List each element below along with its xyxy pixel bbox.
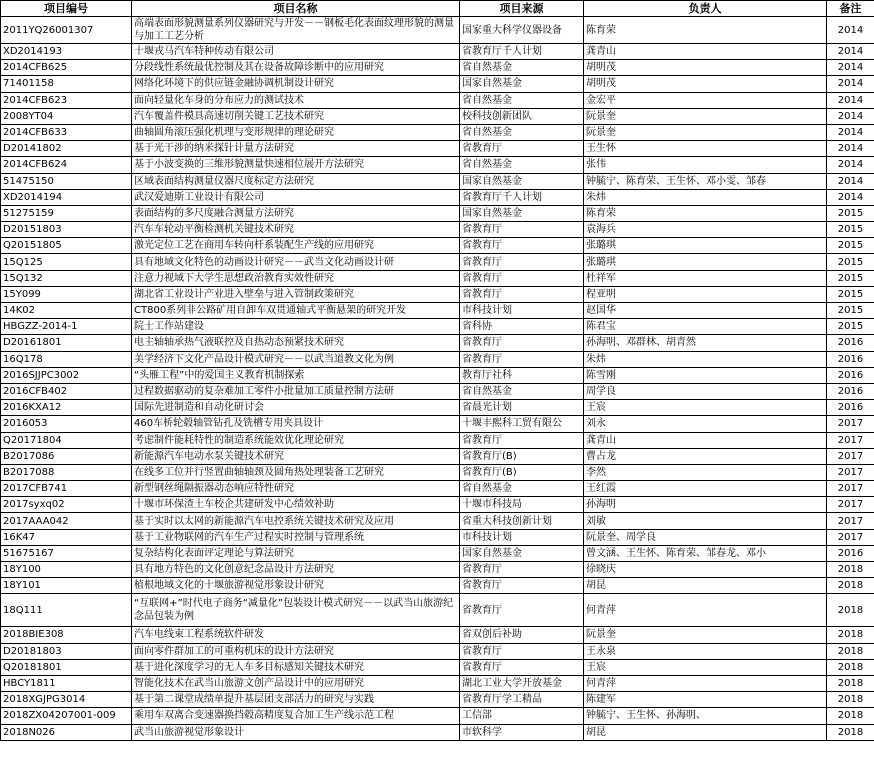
cell-project-name[interactable]: “头雁工程”中的爱国主义教育机制探索 <box>132 367 460 383</box>
table-row <box>1 643 874 659</box>
cell-project-name[interactable]: 460车桥轮毂轴管钻孔及铣槽专用夹具设计 <box>132 416 460 432</box>
table-row <box>1 108 874 124</box>
cell-remark[interactable]: 2014 <box>827 108 874 124</box>
cell-project-name[interactable]: 面向轻量化车身的分布应力的测试技术 <box>132 92 460 108</box>
cell-project-name[interactable]: 武汉爱迪斯工业设计有限公司 <box>132 189 460 205</box>
cell-leader[interactable]: 刘敏 <box>584 513 827 529</box>
table-row <box>1 432 874 448</box>
cell-project-id[interactable]: 2014CFB623 <box>1 92 132 108</box>
cell-project-source[interactable]: 省自然基金 <box>460 92 584 108</box>
cell-project-name[interactable]: 汽车车轮动平衡检测机关键技术研究 <box>132 222 460 238</box>
cell-project-source[interactable]: 国家自然基金 <box>460 205 584 221</box>
table-row <box>1 367 874 383</box>
cell-remark[interactable]: 2014 <box>827 157 874 173</box>
cell-remark[interactable]: 2018 <box>827 675 874 691</box>
cell-leader[interactable]: 龚青山 <box>584 432 827 448</box>
cell-project-source[interactable]: 省自然基金 <box>460 60 584 76</box>
cell-project-name[interactable]: 乘用车双离合变速器换挡毂高精度复合加工生产线示范工程 <box>132 708 460 724</box>
cell-remark[interactable]: 2014 <box>827 141 874 157</box>
cell-project-source[interactable]: 省科协 <box>460 319 584 335</box>
cell-project-name[interactable]: 基于工业物联网的汽车生产过程实时控制与管理系统 <box>132 529 460 545</box>
table-row <box>1 578 874 594</box>
cell-project-id[interactable]: 16K47 <box>1 529 132 545</box>
cell-project-id[interactable]: 51675167 <box>1 545 132 561</box>
header-leader[interactable]: 负责人 <box>584 1 827 17</box>
cell-remark[interactable]: 2018 <box>827 594 874 627</box>
header-remark[interactable]: 备注 <box>827 1 874 17</box>
cell-project-source[interactable]: 湖北工业大学开放基金 <box>460 675 584 691</box>
cell-project-id[interactable]: XD2014193 <box>1 44 132 60</box>
cell-remark[interactable]: 2014 <box>827 124 874 140</box>
cell-leader[interactable]: 胡昆 <box>584 578 827 594</box>
cell-leader[interactable]: 王生怀 <box>584 141 827 157</box>
cell-project-id[interactable]: Q20181801 <box>1 659 132 675</box>
cell-leader[interactable]: 龚青山 <box>584 44 827 60</box>
cell-remark[interactable]: 2014 <box>827 76 874 92</box>
table-row <box>1 205 874 221</box>
cell-remark[interactable]: 2015 <box>827 222 874 238</box>
cell-project-name[interactable]: 表面结构的多尺度融合测量方法研究 <box>132 205 460 221</box>
table-row <box>1 545 874 561</box>
cell-project-source[interactable]: 省教育厅 <box>460 594 584 627</box>
cell-remark[interactable]: 2018 <box>827 627 874 643</box>
table-row <box>1 270 874 286</box>
cell-project-name[interactable]: 考虑制件能耗特性的制造系统能效优化理论研究 <box>132 432 460 448</box>
cell-project-source[interactable]: 省教育厅 <box>460 270 584 286</box>
cell-project-id[interactable]: 2017syxq02 <box>1 497 132 513</box>
cell-project-name[interactable]: 基于进化深度学习的无人车多目标感知关键技术研究 <box>132 659 460 675</box>
cell-remark[interactable]: 2016 <box>827 545 874 561</box>
cell-project-id[interactable]: Q20171804 <box>1 432 132 448</box>
cell-leader[interactable]: 钟毓宁、陈育荣、王生怀、邓小雯、邹春 <box>584 173 827 189</box>
cell-project-name[interactable]: 新能源汽车电动水泵关键技术研究 <box>132 448 460 464</box>
cell-project-id[interactable]: 18Q111 <box>1 594 132 627</box>
table-row <box>1 157 874 173</box>
cell-project-id[interactable]: B2017088 <box>1 464 132 480</box>
cell-remark[interactable]: 2014 <box>827 173 874 189</box>
cell-project-name[interactable]: 曲轴圆角滚压强化机理与变形规律的理论研究 <box>132 124 460 140</box>
cell-leader[interactable]: 张伟 <box>584 157 827 173</box>
table-row <box>1 692 874 708</box>
cell-project-id[interactable]: 2018XGJPG3014 <box>1 692 132 708</box>
cell-remark[interactable]: 2018 <box>827 659 874 675</box>
cell-project-id[interactable]: 2017AAA042 <box>1 513 132 529</box>
cell-project-source[interactable]: 省自然基金 <box>460 124 584 140</box>
cell-remark[interactable]: 2017 <box>827 497 874 513</box>
cell-project-id[interactable]: 2014CFB625 <box>1 60 132 76</box>
table-row <box>1 76 874 92</box>
cell-leader[interactable]: 孙海明 <box>584 497 827 513</box>
table-row <box>1 124 874 140</box>
table-row <box>1 238 874 254</box>
table-row <box>1 383 874 399</box>
cell-project-id[interactable]: 2008YT04 <box>1 108 132 124</box>
cell-project-source[interactable]: 省教育厅 <box>460 335 584 351</box>
cell-leader[interactable]: 阮景奎 <box>584 627 827 643</box>
table-row <box>1 659 874 675</box>
cell-project-name[interactable]: 网络化环境下的供应链金融协调机制设计研究 <box>132 76 460 92</box>
cell-remark[interactable]: 2018 <box>827 578 874 594</box>
cell-remark[interactable]: 2017 <box>827 481 874 497</box>
cell-project-source[interactable]: 省自然基金 <box>460 157 584 173</box>
table-row <box>1 464 874 480</box>
table-row <box>1 141 874 157</box>
cell-remark[interactable]: 2015 <box>827 303 874 319</box>
cell-remark[interactable]: 2016 <box>827 383 874 399</box>
table-row <box>1 17 874 44</box>
cell-leader[interactable]: 何青萍 <box>584 675 827 691</box>
cell-remark[interactable]: 2015 <box>827 286 874 302</box>
cell-leader[interactable]: 程亚明 <box>584 286 827 302</box>
cell-project-source[interactable]: 省教育厅(B) <box>460 448 584 464</box>
cell-project-source[interactable]: 省重大科技创新计划 <box>460 513 584 529</box>
table-row <box>1 708 874 724</box>
cell-remark[interactable]: 2018 <box>827 724 874 740</box>
cell-project-source[interactable]: 省教育厅 <box>460 286 584 302</box>
table-row <box>1 513 874 529</box>
table-row <box>1 319 874 335</box>
cell-remark[interactable]: 2014 <box>827 60 874 76</box>
cell-remark[interactable]: 2014 <box>827 92 874 108</box>
cell-leader[interactable]: 袁海兵 <box>584 222 827 238</box>
cell-project-name[interactable]: CT800系列非公路矿用自卸车双贯通轴式平衡悬架的研究开发 <box>132 303 460 319</box>
cell-leader[interactable]: 曾文涵、王生怀、陈育荣、邹春龙、邓小 <box>584 545 827 561</box>
cell-project-source[interactable]: 校科技创新团队 <box>460 108 584 124</box>
cell-project-source[interactable]: 省自然基金 <box>460 481 584 497</box>
table-row <box>1 173 874 189</box>
cell-project-id[interactable]: 2011YQ26001307 <box>1 17 132 44</box>
cell-leader[interactable]: 赵国华 <box>584 303 827 319</box>
cell-project-source[interactable]: 省教育厅千人计划 <box>460 44 584 60</box>
cell-project-source[interactable]: 省教育厅 <box>460 578 584 594</box>
cell-project-source[interactable]: 省教育厅 <box>460 141 584 157</box>
cell-leader[interactable]: 杜祥军 <box>584 270 827 286</box>
cell-leader[interactable]: 金宏平 <box>584 92 827 108</box>
cell-leader[interactable]: 胡昆 <box>584 724 827 740</box>
cell-project-id[interactable]: 2016KXA12 <box>1 400 132 416</box>
cell-leader[interactable]: 陈育荣 <box>584 17 827 44</box>
cell-project-id[interactable]: 2014CFB624 <box>1 157 132 173</box>
cell-project-source[interactable]: 市科技计划 <box>460 529 584 545</box>
table-row <box>1 675 874 691</box>
table-row <box>1 627 874 643</box>
cell-project-name[interactable]: 分段线性系统最优控制及其在设备故障诊断中的应用研究 <box>132 60 460 76</box>
header-project-name[interactable]: 项目名称 <box>132 1 460 17</box>
cell-remark[interactable]: 2018 <box>827 562 874 578</box>
cell-project-source[interactable]: 省教育厅 <box>460 222 584 238</box>
cell-project-name[interactable]: 国际先进制造和自动化研讨会 <box>132 400 460 416</box>
cell-leader[interactable]: 曹占龙 <box>584 448 827 464</box>
cell-project-source[interactable]: 省教育厅(B) <box>460 464 584 480</box>
cell-project-id[interactable]: 14K02 <box>1 303 132 319</box>
cell-remark[interactable]: 2017 <box>827 432 874 448</box>
table-row <box>1 222 874 238</box>
cell-project-id[interactable]: 2016SJJPC3002 <box>1 367 132 383</box>
cell-project-source[interactable]: 省教育厅 <box>460 643 584 659</box>
cell-project-id[interactable]: XD2014194 <box>1 189 132 205</box>
cell-remark[interactable]: 2018 <box>827 692 874 708</box>
cell-project-name[interactable]: 复杂结构化表面评定理论与算法研究 <box>132 545 460 561</box>
cell-project-source[interactable]: 国家自然基金 <box>460 76 584 92</box>
cell-remark[interactable]: 2014 <box>827 17 874 44</box>
cell-project-source[interactable]: 市科技计划 <box>460 303 584 319</box>
cell-project-name[interactable]: 植根地域文化的十堰旅游视觉形象设计研究 <box>132 578 460 594</box>
cell-leader[interactable]: 孙海明、邓群林、胡青然 <box>584 335 827 351</box>
cell-project-name[interactable]: 美学经济下文化产品设计模式研究－－以武当道教文化为例 <box>132 351 460 367</box>
cell-project-id[interactable]: 2018N026 <box>1 724 132 740</box>
cell-project-name[interactable]: 面向零件群加工的可重构机床的设计方法研究 <box>132 643 460 659</box>
cell-project-id[interactable]: Q20151805 <box>1 238 132 254</box>
cell-project-id[interactable]: 2018ZX04207001-009 <box>1 708 132 724</box>
cell-project-name[interactable]: 汽车覆盖件模具高速切削关键工艺技术研究 <box>132 108 460 124</box>
cell-project-id[interactable]: 2016053 <box>1 416 132 432</box>
cell-leader[interactable]: 王永泉 <box>584 643 827 659</box>
cell-project-id[interactable]: 51475150 <box>1 173 132 189</box>
cell-leader[interactable]: 阮景奎、周学良 <box>584 529 827 545</box>
cell-remark[interactable]: 2017 <box>827 416 874 432</box>
cell-project-id[interactable]: 2016CFB402 <box>1 383 132 399</box>
cell-project-source[interactable]: 省教育厅 <box>460 562 584 578</box>
cell-remark[interactable]: 2017 <box>827 464 874 480</box>
cell-project-id[interactable]: HBCY1811 <box>1 675 132 691</box>
table-row <box>1 254 874 270</box>
cell-project-id[interactable]: 71401158 <box>1 76 132 92</box>
cell-project-source[interactable]: 省教育厅学工精品 <box>460 692 584 708</box>
table-row <box>1 400 874 416</box>
table-row <box>1 189 874 205</box>
cell-leader[interactable]: 徐晓庆 <box>584 562 827 578</box>
table-row <box>1 92 874 108</box>
table-row <box>1 529 874 545</box>
cell-remark[interactable]: 2017 <box>827 513 874 529</box>
cell-leader[interactable]: 胡明茂 <box>584 60 827 76</box>
table-row <box>1 481 874 497</box>
cell-project-name[interactable]: 具有地域文化特色的动画设计研究－－武当文化动画设计研 <box>132 254 460 270</box>
cell-leader[interactable]: 王宸 <box>584 659 827 675</box>
cell-project-name[interactable]: 激光定位工艺在商用车转向杆系装配生产线的应用研究 <box>132 238 460 254</box>
cell-project-id[interactable]: 18Y100 <box>1 562 132 578</box>
table-row <box>1 60 874 76</box>
cell-leader[interactable]: 张璐琪 <box>584 238 827 254</box>
table-row <box>1 303 874 319</box>
cell-project-name[interactable]: 基于第二课堂成绩单提升基层团支部活力的研究与实践 <box>132 692 460 708</box>
table-row <box>1 351 874 367</box>
cell-leader[interactable]: 王红霞 <box>584 481 827 497</box>
cell-project-id[interactable]: D20141802 <box>1 141 132 157</box>
cell-remark[interactable]: 2014 <box>827 44 874 60</box>
cell-project-name[interactable]: 基于实时以太网的新能源汽车电控系统关键技术研究及应用 <box>132 513 460 529</box>
cell-leader[interactable]: 张璐琪 <box>584 254 827 270</box>
cell-project-name[interactable]: 区域表面结构测量仪器尺度标定方法研究 <box>132 173 460 189</box>
cell-project-id[interactable]: 2018BIE308 <box>1 627 132 643</box>
cell-remark[interactable]: 2015 <box>827 205 874 221</box>
cell-leader[interactable]: 陈建军 <box>584 692 827 708</box>
cell-project-id[interactable]: 16Q178 <box>1 351 132 367</box>
cell-leader[interactable]: 朱炜 <box>584 351 827 367</box>
cell-remark[interactable]: 2018 <box>827 643 874 659</box>
cell-remark[interactable]: 2015 <box>827 254 874 270</box>
cell-remark[interactable]: 2016 <box>827 351 874 367</box>
cell-project-id[interactable]: D20151803 <box>1 222 132 238</box>
cell-project-id[interactable]: 15Q125 <box>1 254 132 270</box>
cell-project-id[interactable]: 2017CFB741 <box>1 481 132 497</box>
cell-project-name[interactable]: 注意力视域下大学生思想政治教育实效性研究 <box>132 270 460 286</box>
cell-project-name[interactable]: 基于光干涉的纳米探针计量方法研究 <box>132 141 460 157</box>
cell-project-id[interactable]: 15Y099 <box>1 286 132 302</box>
cell-project-name[interactable]: “互联网+”时代电子商务“减量化”包装设计模式研究－－以武当山旅游纪念品包装为例 <box>132 594 460 627</box>
cell-remark[interactable]: 2016 <box>827 400 874 416</box>
cell-leader[interactable]: 阮景奎 <box>584 108 827 124</box>
table-row <box>1 335 874 351</box>
table-row <box>1 44 874 60</box>
cell-project-id[interactable]: HBGZZ-2014-1 <box>1 319 132 335</box>
cell-project-source[interactable]: 省教育厅 <box>460 432 584 448</box>
cell-project-name[interactable]: 基于小波变换的三维形貌测量快速相位展开方法研究 <box>132 157 460 173</box>
cell-project-source[interactable]: 省教育厅千人计划 <box>460 189 584 205</box>
cell-project-id[interactable]: D20181803 <box>1 643 132 659</box>
cell-leader[interactable]: 周学良 <box>584 383 827 399</box>
cell-leader[interactable]: 陈雪刚 <box>584 367 827 383</box>
cell-leader[interactable]: 胡明茂 <box>584 76 827 92</box>
cell-leader[interactable]: 陈君宝 <box>584 319 827 335</box>
cell-project-source[interactable]: 国家自然基金 <box>460 545 584 561</box>
cell-leader[interactable]: 何青萍 <box>584 594 827 627</box>
cell-project-source[interactable]: 教育厅社科 <box>460 367 584 383</box>
cell-project-id[interactable]: 18Y101 <box>1 578 132 594</box>
cell-project-name[interactable]: 汽车电线束工程系统软件研发 <box>132 627 460 643</box>
cell-project-name[interactable]: 十堰戎马汽车特种传动有限公司 <box>132 44 460 60</box>
cell-project-name[interactable]: 新型钢丝绳隔振器动态响应特性研究 <box>132 481 460 497</box>
cell-project-source[interactable]: 省教育厅 <box>460 659 584 675</box>
cell-project-id[interactable]: B2017086 <box>1 448 132 464</box>
cell-project-source[interactable]: 十堰丰熙科工贸有限公 <box>460 416 584 432</box>
table-row <box>1 562 874 578</box>
cell-remark[interactable]: 2015 <box>827 270 874 286</box>
cell-leader[interactable]: 朱炜 <box>584 189 827 205</box>
cell-leader[interactable]: 陈育荣 <box>584 205 827 221</box>
cell-leader[interactable]: 刘永 <box>584 416 827 432</box>
cell-remark[interactable]: 2014 <box>827 189 874 205</box>
cell-project-name[interactable]: 过程数据驱动的复杂难加工零件小批量加工质量控制方法研 <box>132 383 460 399</box>
cell-remark[interactable]: 2018 <box>827 708 874 724</box>
cell-project-id[interactable]: 51275159 <box>1 205 132 221</box>
cell-project-name[interactable]: 电主轴轴承热气液联控及自热动态预紧技术研究 <box>132 335 460 351</box>
cell-project-id[interactable]: 2014CFB633 <box>1 124 132 140</box>
cell-project-name[interactable]: 具有地方特色的文化创意纪念品设计方法研究 <box>132 562 460 578</box>
cell-project-source[interactable]: 市软科学 <box>460 724 584 740</box>
header-project-id[interactable]: 项目编号 <box>1 1 132 17</box>
cell-leader[interactable]: 钟毓宁、王生怀、孙海明、 <box>584 708 827 724</box>
cell-project-source[interactable]: 省教育厅 <box>460 238 584 254</box>
cell-project-name[interactable]: 在线多工位并行竖置曲轴轴颈及圆角热处理装备工艺研究 <box>132 464 460 480</box>
cell-project-source[interactable]: 省教育厅 <box>460 351 584 367</box>
cell-remark[interactable]: 2017 <box>827 448 874 464</box>
table-body <box>1 17 874 741</box>
cell-remark[interactable]: 2015 <box>827 319 874 335</box>
cell-project-name[interactable]: 院士工作站建设 <box>132 319 460 335</box>
cell-project-source[interactable]: 省双创后补助 <box>460 627 584 643</box>
cell-project-name[interactable]: 十堰市环保渣土车校企共建研发中心绩效补助 <box>132 497 460 513</box>
table-row <box>1 448 874 464</box>
cell-project-source[interactable]: 省自然基金 <box>460 383 584 399</box>
cell-project-source[interactable]: 省晨光计划 <box>460 400 584 416</box>
table-row <box>1 286 874 302</box>
table-row <box>1 497 874 513</box>
cell-remark[interactable]: 2016 <box>827 367 874 383</box>
cell-project-source[interactable]: 国家自然基金 <box>460 173 584 189</box>
cell-leader[interactable]: 阮景奎 <box>584 124 827 140</box>
cell-project-source[interactable]: 省教育厅 <box>460 254 584 270</box>
cell-remark[interactable]: 2015 <box>827 238 874 254</box>
cell-project-source[interactable]: 十堰市科技局 <box>460 497 584 513</box>
header-project-source[interactable]: 项目来源 <box>460 1 584 17</box>
cell-project-id[interactable]: 15Q132 <box>1 270 132 286</box>
table-row <box>1 416 874 432</box>
table-row <box>1 724 874 740</box>
cell-project-id[interactable]: D20161801 <box>1 335 132 351</box>
cell-project-name[interactable]: 武当山旅游视觉形象设计 <box>132 724 460 740</box>
table-row <box>1 594 874 627</box>
cell-leader[interactable]: 李然 <box>584 464 827 480</box>
cell-project-name[interactable]: 高端表面形貌测量系列仪器研究与开发－－钢板毛化表面纹理形貌的测量与加工工艺分析 <box>132 17 460 44</box>
cell-remark[interactable]: 2017 <box>827 529 874 545</box>
cell-project-source[interactable]: 工信部 <box>460 708 584 724</box>
cell-project-source[interactable]: 国家重大科学仪器设备 <box>460 17 584 44</box>
cell-project-name[interactable]: 湖北省工业设计产业进入壁垒与进入管制政策研究 <box>132 286 460 302</box>
cell-project-name[interactable]: 智能化技术在武当山旅游文创产品设计中的应用研究 <box>132 675 460 691</box>
header-row <box>1 1 874 17</box>
cell-remark[interactable]: 2016 <box>827 335 874 351</box>
cell-leader[interactable]: 王宸 <box>584 400 827 416</box>
